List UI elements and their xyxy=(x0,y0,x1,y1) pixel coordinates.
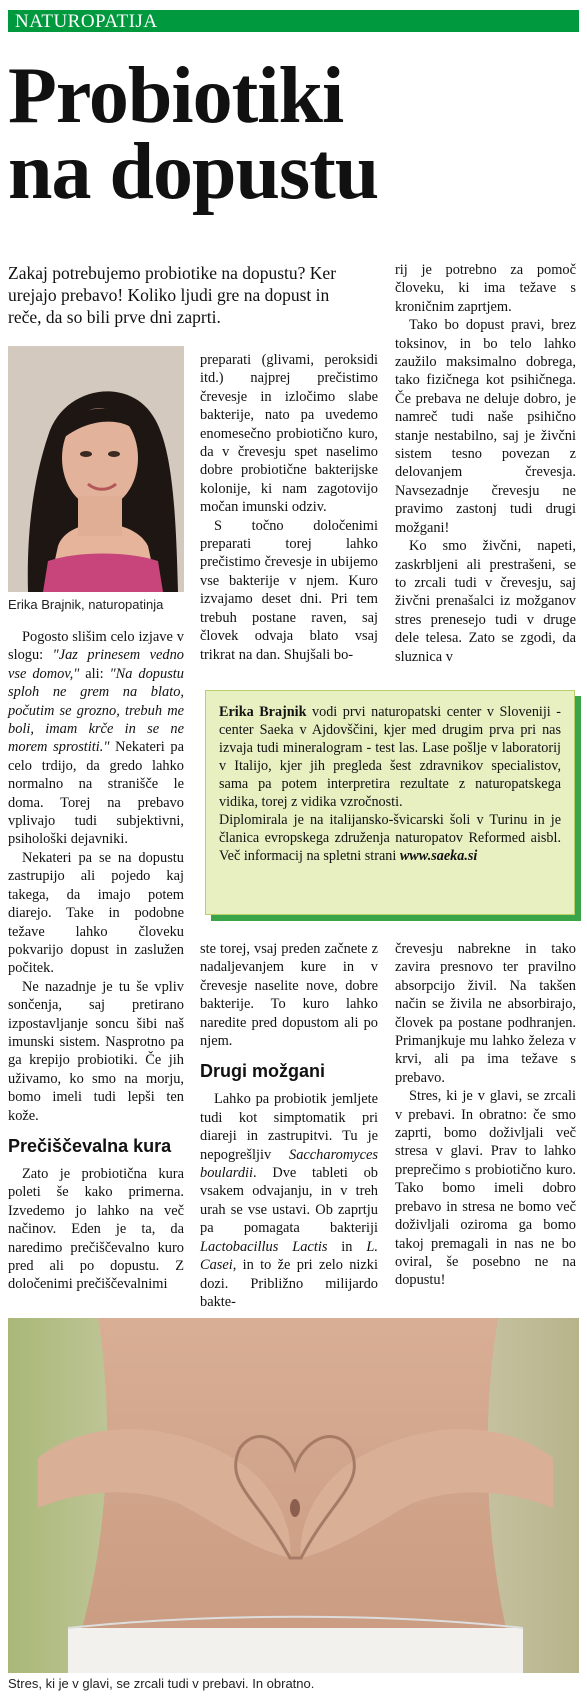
infobox-paragraph-1 xyxy=(219,703,561,811)
col1-paragraph-2: Nekateri pa se na dopustu zastrupijo ali pojedo kaj takega, da imajo potem diarejo. Take in podobne težave lahko človeku pokvarijo dopust in zaslužen počitek. xyxy=(8,849,184,977)
col1-paragraph-1 xyxy=(8,628,184,849)
col1-paragraph-4: Zato je probiotična kura poleti še kako primerna. Izvedemo jo lahko na več načinov. Eden je ta, da naredimo prečiščevalno kuro pred ali po dopustu. Z določenimi prečiščevalnimi xyxy=(8,1165,184,1293)
column-2-upper xyxy=(200,351,378,664)
col2-paragraph-4 xyxy=(200,1090,378,1311)
portrait-photo xyxy=(8,346,184,592)
col1-p1-text-a: Pogosto slišim celo izjave v slogu: xyxy=(8,629,184,664)
column-1 xyxy=(8,628,184,1294)
belly-photo-caption: Stres, ki je v glavi, se zrcali tudi v prebavi. In obratno. xyxy=(8,1676,315,1691)
col2-p4-text-a: Lahko pa probiotik jemljete tudi kot simptomatik pri diareji in zastrupitvi. Tu je nepogrešljiv xyxy=(200,1091,378,1163)
col2-italic-casei: L. Casei xyxy=(200,1238,378,1274)
column-2-lower xyxy=(200,940,378,1311)
headline-line-1: Probiotiki xyxy=(8,52,344,140)
col3-paragraph-4: črevesju nabrekne in tako zavira presnovo ter pravilno absorpcijo živil. Na takšen način se živila ne absorbirajo, človek pa postane podhranjen. Primanjkuje mu lahko železa v krvi, ali pa ima težave s prebavo. xyxy=(395,941,576,1086)
col1-paragraph-3: Ne nazadnje je tu še vpliv sončenja, saj pretirano izpostavljanje soncu šibi naš imunski sistem. Nasprotno pa ga krepijo probiotiki. Če jih uživamo, ko smo na morju, bomo imeli tudi lepši ten kože. xyxy=(8,978,184,1124)
subheading-cleansing: Prečiščevalna kura xyxy=(8,1135,172,1156)
col1-quote-2: "Na dopustu sploh ne grem na blato, počutim se grozno, trebuh me boli, imam krče in se ne morem sprostiti." xyxy=(8,665,184,756)
col1-p1-text-b: ali: xyxy=(79,665,110,682)
col2-p4-text-d: , in to že pri zelo nizki dozi. Približno milijardo bakte- xyxy=(200,1257,378,1310)
col2-p4-text-c: in xyxy=(327,1238,367,1255)
column-3-lower xyxy=(395,940,576,1290)
infobox-paragraph-2 xyxy=(219,811,561,865)
col1-quote-1: "Jaz prinesem vedno vse domov," xyxy=(8,647,184,682)
infobox-author-name: Erika Brajnik xyxy=(219,704,307,720)
section-bar xyxy=(8,10,579,32)
infobox-text-2: Diplomirala je na italijansko-švicarski šoli v Turinu in je članica evropskega združenja naturopatov Reformed aisbl. Več informacij na spletni strani xyxy=(219,812,561,864)
col2-p4-text-b: . Dve tableti ob vsakem odvajanju, in v treh urah se vse ustavi. Ob zaprtju pa pomagata bakteriji xyxy=(200,1165,378,1237)
author-info-box xyxy=(205,690,575,915)
column-3-upper xyxy=(395,261,576,666)
col2-paragraph-2: S točno določenimi preparati torej lahko prečistimo črevesje in ubijemo vse bakterije v njem. Kuro izvajamo deset dni. Pri tem trebuh postane raven, saj človek odvaja blato vsaj trikrat na dan. Shujšali bo- xyxy=(200,517,378,663)
subheading-second-brain: Drugi možgani xyxy=(200,1061,325,1082)
col2-paragraph-3: ste torej, vsaj preden začnete z nadaljevanjem kure in v črevesje naselite nove, dobre bakterije. To kuro lahko naredite pred dopustom ali po njem. xyxy=(200,941,378,1050)
col3-paragraph-2: Tako bo dopust pravi, brez toksinov, in bo telo lahko zaužilo maksimalno dobrega, tako fizičnega kot psihičnega. Če prebava ne deluje dobro, je namreč tudi naše psihično stanje nestabilno, saj je živčni sistem tesno povezan z delovanjem črevesja. Navsezadnje črevesju ne pravimo zastonj tudi drugi možgani! xyxy=(395,317,576,536)
portrait-caption: Erika Brajnik, naturopatinja xyxy=(8,597,164,612)
belly-heart-hands-photo xyxy=(8,1318,579,1673)
col2-paragraph-1: preparati (glivami, peroksidi itd.) najprej prečistimo črevesje in izločimo slabe bakterije, nato pa uvedemo enomesečno probiotično kuro, da v črevesju spet naselimo dobre probiotične bakterijske kolonije, ki nam zagotovijo močan imunski odziv. xyxy=(200,352,378,516)
col2-italic-saccharomyces: Saccharomyces boulardii xyxy=(200,1146,378,1182)
col3-paragraph-1: rij je potrebno za pomoč človeku, ki ima težave s kroničnim zaprtjem. xyxy=(395,262,576,315)
col1-p1-text-c: Nekateri pa celo trdijo, da gredo lahko normalno na stranišče le doma. Torej na prebavo vplivajo tudi subjektivni, psihološki dejavniki. xyxy=(8,739,184,848)
infobox-website-link[interactable]: www.saeka.si xyxy=(399,848,478,864)
belly-illustration xyxy=(8,1318,579,1673)
portrait-illustration xyxy=(8,346,184,592)
section-label: NATUROPATIJA xyxy=(15,11,158,32)
col3-paragraph-3: Ko smo živčni, napeti, zaskrbljeni ali prestrašeni, se to zrcali tudi v črevesju, saj živčni prenašalci iz možganov stres prenesejo tudi v druge dele telesa. Zato se zgodi, da sluznica v xyxy=(395,538,576,665)
col2-italic-lactobacillus: Lactobacillus Lactis xyxy=(200,1238,328,1255)
lead-paragraph: Zakaj potrebujemo probiotike na dopustu? Ker urejajo prebavo! Koliko ljudi gre na dopust in reče, da so bili prve dni zaprti. xyxy=(8,263,337,327)
headline xyxy=(8,52,583,216)
headline-line-2: na dopustu xyxy=(8,128,379,216)
infobox-text-1: vodi prvi naturopatski center v Sloveniji - center Saeka v Ajdovščini, kjer med drugim prva pri nas izvaja tudi mineralogram - test las. Lase pošlje v laboratorij v Italijo, kjer jih pregleda šest zdravnikov specialistov, sama pa potem interpretira rezultate z naturopatskega vidika, torej z vidika vzročnosti. xyxy=(219,704,561,810)
col3-paragraph-5: Stres, ki je v glavi, se zrcali v prebavi. In obratno: če smo zaprti, bomo doživljali več stresa v glavi. Prav to lahko preprečimo s probiotično kuro. Tako bomo imeli dobro prebavo in stresa ne bomo več doživljali oziroma ga bomo takoj premagali in nas ne bo oviral, še posebno ne na dopustu! xyxy=(395,1088,576,1289)
